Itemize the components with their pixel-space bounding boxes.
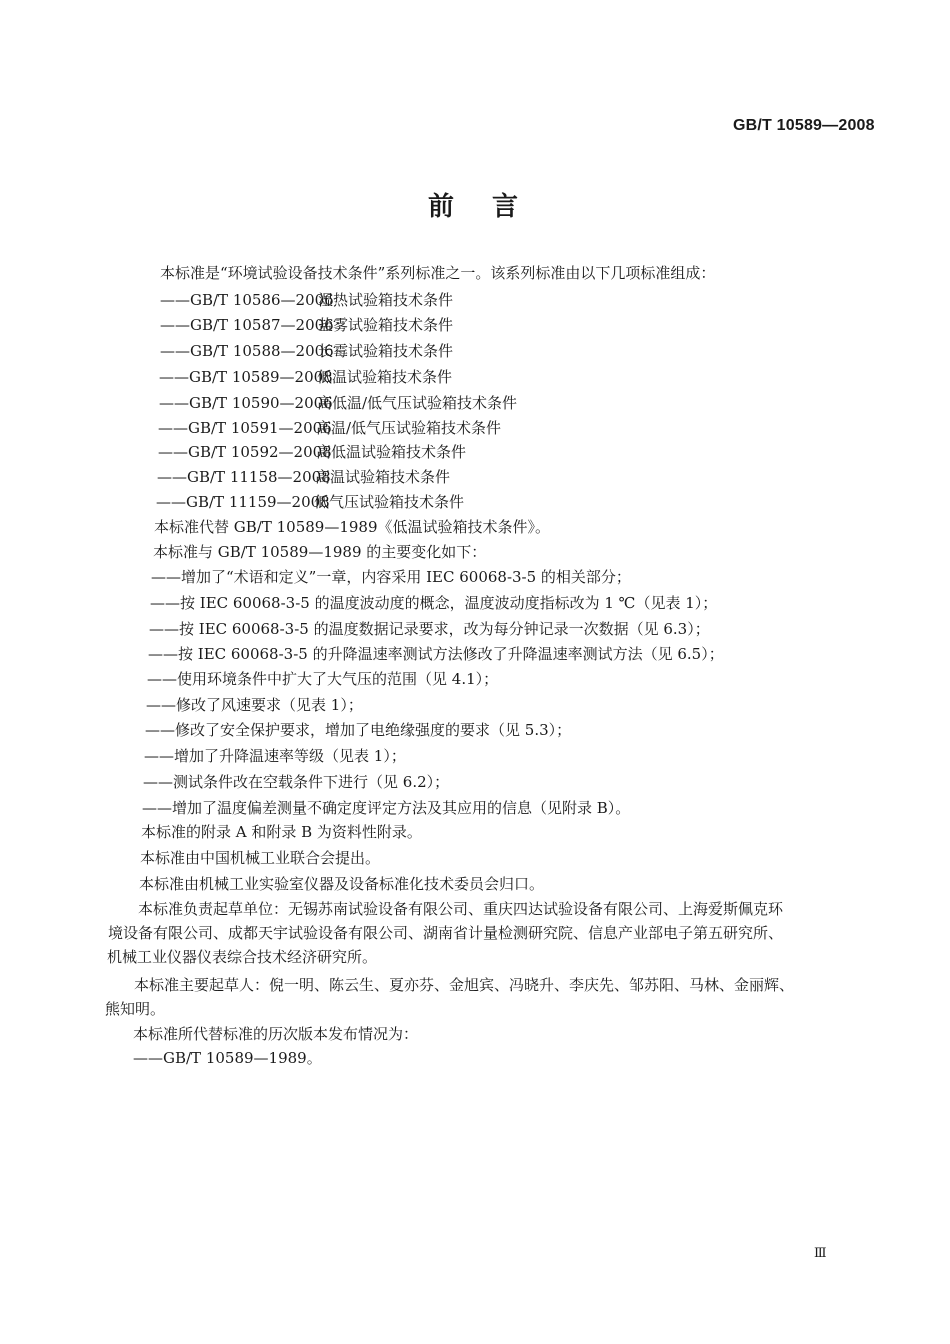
series-item (156, 492, 464, 512)
series-code: ——GB/T 11158—2008 (157, 468, 331, 486)
change-item: ——增加了温度偏差测量不确定度评定方法及其应用的信息（见附录 B）。 (142, 799, 631, 817)
series-name: 高温试验箱技术条件 (315, 468, 451, 486)
intro-paragraph: 本标准是“环境试验设备技术条件”系列标准之一。该系列标准由以下几项标准组成： (160, 264, 716, 282)
change-item: ——修改了风速要求（见表 1）； (146, 696, 363, 714)
standard-number: GB/T 10589—2008 (733, 117, 875, 134)
replaces-paragraph: 本标准代替 GB/T 10589—1989《低温试验箱技术条件》。 (154, 518, 550, 536)
change-item: ——修改了安全保护要求，增加了电绝缘强度的要求（见 5.3）； (145, 721, 572, 739)
history-item: ——GB/T 10589—1989。 (133, 1049, 322, 1067)
series-item (160, 290, 453, 310)
series-name: 高低温试验箱技术条件 (316, 443, 467, 461)
series-item (158, 418, 501, 438)
change-item: ——按 IEC 60068-3-5 的升降温速率测试方法修改了升降温速率测试方法（见 6.5）； (148, 645, 724, 663)
changes-intro: 本标准与 GB/T 10589—1989 的主要变化如下： (153, 543, 487, 561)
change-item: ——按 IEC 60068-3-5 的温度波动度的概念，温度波动度指标改为 1 ℃（见表 1）； (150, 594, 718, 612)
drafters-line: 本标准主要起草人：倪一明、陈云生、夏亦芬、金旭宾、冯晓升、李庆先、邹苏阳、马林、金丽辉、 (134, 976, 795, 994)
series-item (160, 315, 453, 335)
drafting-units-line: 境设备有限公司、成都天宇试验设备有限公司、湖南省计量检测研究院、信息产业部电子第五研究所、 (108, 924, 784, 942)
drafting-units-line: 本标准负责起草单位：无锡苏南试验设备有限公司、重庆四达试验设备有限公司、上海爱斯佩克环 (138, 900, 784, 918)
series-name: 低气压试验箱技术条件 (314, 493, 465, 511)
managed-by: 本标准由机械工业实验室仪器及设备标准化技术委员会归口。 (139, 875, 545, 893)
series-code: ——GB/T 10592—2008 (158, 443, 332, 461)
series-code: ——GB/T 10589—2008 (159, 368, 333, 386)
history-intro: 本标准所代替标准的历次版本发布情况为： (133, 1025, 419, 1043)
change-item: ——增加了升降温速率等级（见表 1）； (144, 747, 406, 765)
series-name: 盐雾试验箱技术条件 (318, 316, 454, 334)
series-item (158, 442, 466, 462)
series-item (160, 341, 453, 361)
change-item: ——测试条件改在空载条件下进行（见 6.2）； (143, 773, 450, 791)
series-name: 高温/低气压试验箱技术条件 (316, 419, 502, 437)
series-item (159, 393, 517, 413)
page-number: Ⅲ (814, 1246, 827, 1261)
change-item: ——增加了“术语和定义”一章，内容采用 IEC 60068-3-5 的相关部分； (151, 568, 631, 586)
series-name: 低温试验箱技术条件 (317, 368, 453, 386)
change-item: ——按 IEC 60068-3-5 的温度数据记录要求，改为每分钟记录一次数据（见 6.3）； (149, 620, 710, 638)
proposed-by: 本标准由中国机械工业联合会提出。 (140, 849, 381, 867)
series-item (159, 367, 452, 387)
series-name: 长霉试验箱技术条件 (318, 342, 454, 360)
series-code: ——GB/T 10591—2006 (158, 419, 332, 437)
appendix-note: 本标准的附录 A 和附录 B 为资料性附录。 (141, 823, 422, 841)
series-name: 高低温/低气压试验箱技术条件 (317, 394, 518, 412)
series-name: 湿热试验箱技术条件 (318, 291, 454, 309)
series-code: ——GB/T 10590—2006 (159, 394, 333, 412)
series-code: ——GB/T 10587—2006 (160, 316, 334, 334)
series-code: ——GB/T 10586—2006 (160, 291, 334, 309)
series-item (157, 467, 450, 487)
drafters-line: 熊知明。 (105, 1000, 166, 1018)
series-code: ——GB/T 11159—2008 (156, 493, 330, 511)
series-code: ——GB/T 10588—2006 (160, 342, 334, 360)
drafting-units-line: 机械工业仪器仪表综合技术经济研究所。 (107, 948, 378, 966)
change-item: ——使用环境条件中扩大了大气压的范围（见 4.1）； (147, 670, 499, 688)
page-title: 前言 (427, 192, 556, 222)
